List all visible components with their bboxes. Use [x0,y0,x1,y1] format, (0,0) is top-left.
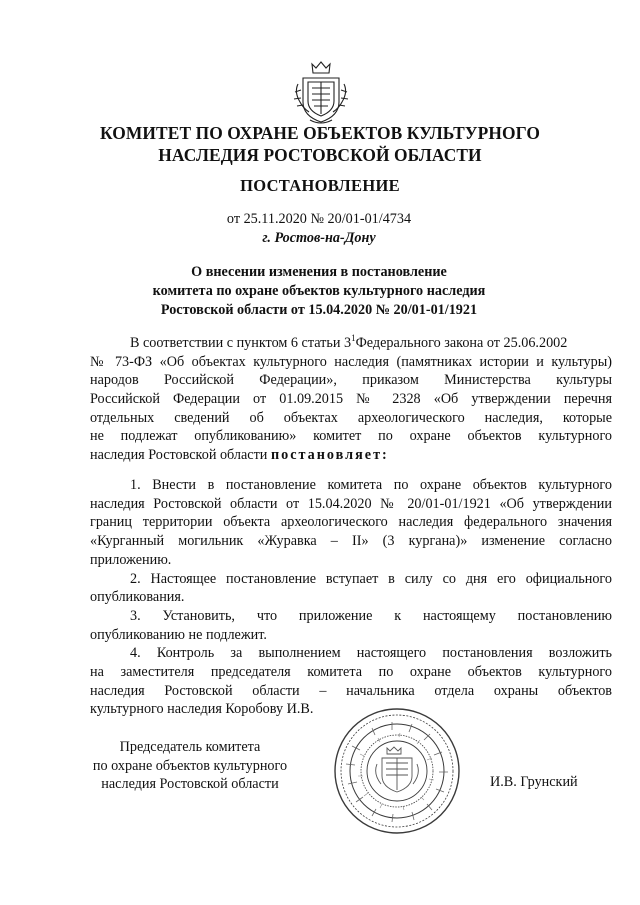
item-3 [90,607,612,644]
item4-line4: культурного наследия Коробову И.В. [90,701,314,718]
document-type: ПОСТАНОВЛЕНИЕ [240,176,400,195]
organization-title [40,122,600,166]
item1-line5: приложению. [90,551,172,568]
item1-line4: «Курганный могильник «Журавка – II» (3 кургана)» изменение согласно [90,533,612,550]
coat-of-arms-icon [290,58,352,128]
item3-line1: 3. Установить, что приложение к настоящему постановлению [130,607,612,624]
subject-line1: О внесении изменения в постановление [191,264,447,280]
item-1 [90,476,612,569]
decree-word: постановляет: [270,447,389,464]
subject-line3: Ростовской области от 15.04.2020 № 20/01-01/1921 [160,302,478,318]
item2-line2: опубликования. [90,589,185,606]
signatory-position-line3: наследия Ростовской области [101,776,279,792]
preamble-line6: не подлежат опубликованию» комитет по охране объектов культурного [90,428,612,445]
preamble-line4: Российской Федерации от 01.09.2015 № 2328 «Об утверждении перечня [90,391,612,408]
preamble-line1-b: Федерального закона от 25.06.2002 [355,335,568,351]
organization-title-line2: НАСЛЕДИЯ РОСТОВСКОЙ ОБЛАСТИ [158,145,482,165]
official-seal-icon [332,706,462,836]
preamble-line5: отдельных сведений об объектах археологического наследия, которые [90,409,612,426]
subject-line2: комитета по охране объектов культурного наследия [152,283,486,299]
item-2 [90,570,612,607]
item2-line1: 2. Настоящее постановление вступает в силу со дня его официального [130,570,612,587]
item1-line3: границ территории объекта археологического наследия федерального значения [90,514,612,531]
preamble-line3: народов Российской Федерации», приказом Министерства культуры [90,372,612,389]
preamble-sup: 1 [351,333,356,343]
item3-line2: опубликованию не подлежит. [90,626,267,643]
document-city: г. Ростов-на-Дону [262,230,376,246]
preamble-line2: № 73-ФЗ «Об объектах культурного наследия (памятниках истории и культуры) [90,353,612,370]
document-date-number: от 25.11.2020 № 20/01-01/4734 [226,211,412,227]
signatory-position-line2: по охране объектов культурного [92,757,288,774]
preamble-line7 [90,446,612,465]
preamble-line7-a: наследия Ростовской области [90,447,271,464]
preamble [90,334,612,465]
document-subject [80,263,558,320]
item4-line2: на заместителя председателя комитета по охране объектов культурного [90,663,612,680]
preamble-line1-a: В соответствии с пунктом 6 статьи 3 [130,335,352,351]
signatory-position [80,738,300,794]
item4-line3: наследия Ростовской области – начальника отдела охраны объектов [90,682,612,699]
organization-title-line1: КОМИТЕТ ПО ОХРАНЕ ОБЪЕКТОВ КУЛЬТУРНОГО [100,123,540,143]
signatory-name: И.В. Грунский [490,774,578,790]
preamble-line1 [90,334,612,353]
item1-line2: наследия Ростовской области от 15.04.2020 № 20/01-01/1921 «Об утверждении [90,495,612,512]
signatory-position-line1: Председатель комитета [119,739,261,755]
item4-line1: 4. Контроль за выполнением настоящего постановления возложить [130,645,612,662]
item1-line1: 1. Внести в постановление комитета по охране объектов культурного [130,477,612,493]
